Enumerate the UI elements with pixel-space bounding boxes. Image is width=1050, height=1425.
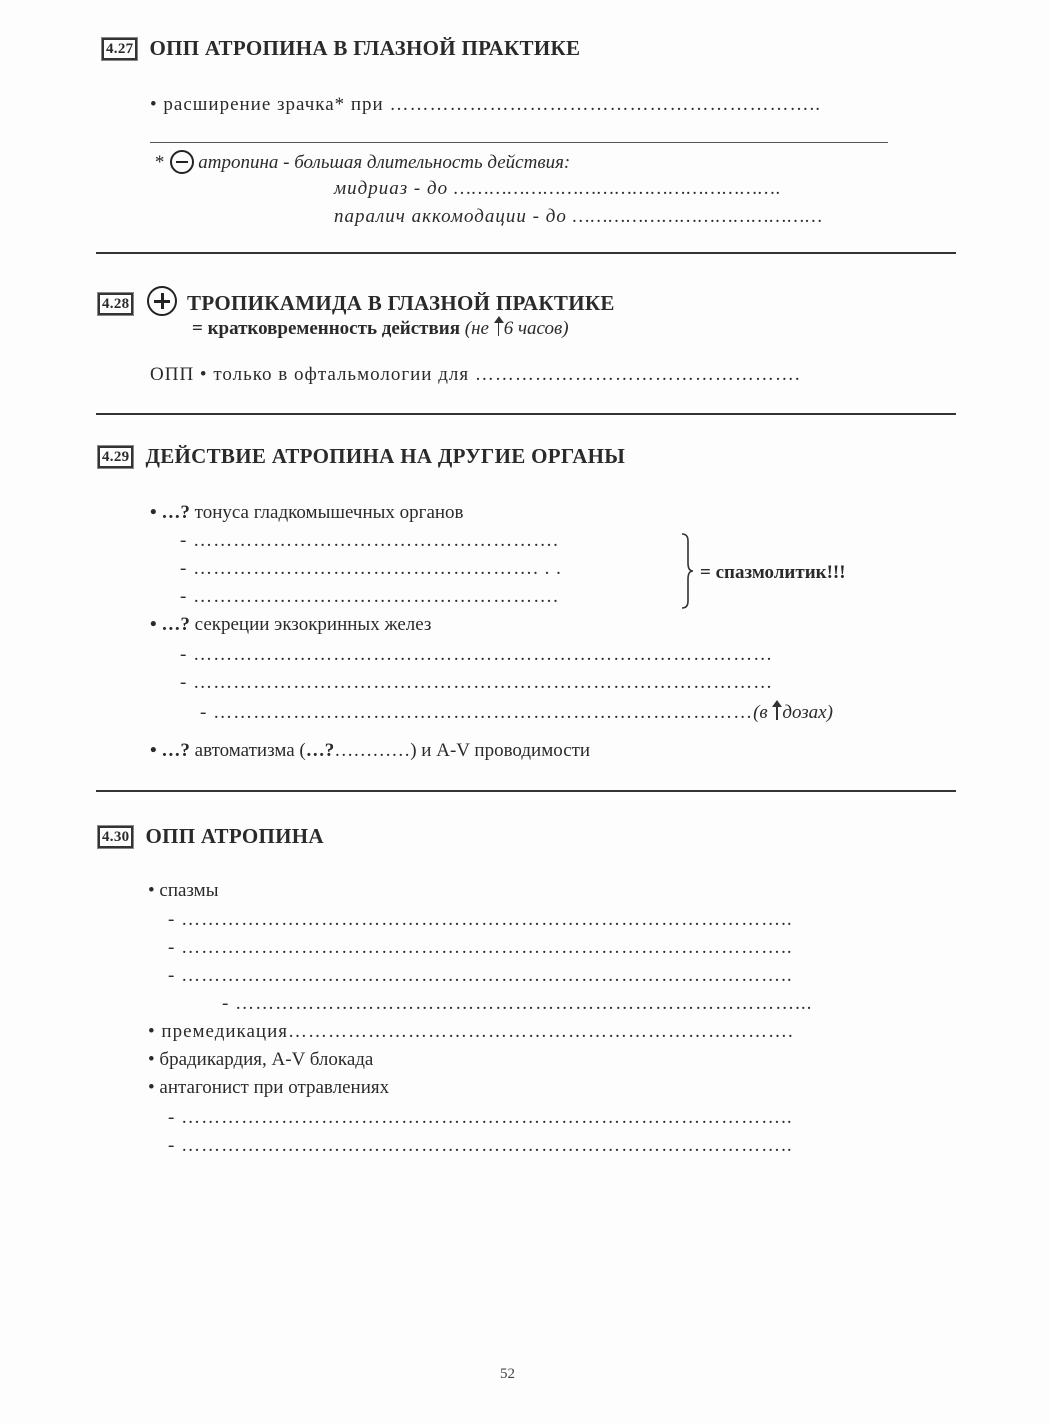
- subtitle-line: [192, 316, 569, 340]
- bullet-bold: • …?: [150, 614, 190, 635]
- blank-line: - ……………………………………………. . .: [180, 558, 562, 579]
- note-line: мидриаз - до ……………………………………………….: [334, 178, 782, 199]
- bullet-line: • антагонист при отравлениях: [148, 1077, 390, 1098]
- blank-line: - ………………………………………………………………………………..: [168, 937, 793, 958]
- bullet-bold: …?: [305, 740, 335, 761]
- blank-line: - ……………………………………………….: [180, 586, 559, 607]
- bullet-bold: • …?: [150, 502, 190, 523]
- bullet-line: • спазмы: [148, 880, 219, 901]
- section-number: 4.28: [98, 293, 133, 315]
- divider: [150, 142, 888, 143]
- blank-line: - ……………………………………………………………………………: [180, 644, 774, 665]
- bullet-line: [150, 502, 464, 524]
- footnote-star: *: [154, 152, 164, 173]
- text-line: ОПП • только в офтальмологии для ………………………………………….: [150, 364, 801, 385]
- blank-line: - ………………………………………………………………………………..: [168, 965, 793, 986]
- section-title: ТРОПИКАМИДА В ГЛАЗНОЙ ПРАКТИКЕ: [187, 291, 615, 315]
- section-4-28-heading: [98, 286, 615, 316]
- subtitle-bold: = кратковременность действия: [192, 318, 460, 339]
- section-number: 4.30: [98, 826, 133, 848]
- section-divider: [96, 790, 956, 792]
- blank-line: - ………………………………………………………………………………..: [168, 1135, 793, 1156]
- section-number: 4.27: [102, 38, 137, 60]
- note-line: [154, 150, 570, 174]
- section-title: ДЕЙСТВИЕ АТРОПИНА НА ДРУГИЕ ОРГАНЫ: [145, 444, 626, 468]
- bullet-line: • брадикардия, A-V блокада: [148, 1049, 374, 1070]
- section-4-29-heading: [98, 444, 625, 469]
- plus-circle-icon: [147, 286, 177, 316]
- bullet-text: …………) и A-V проводимости: [334, 740, 591, 761]
- section-title: ОПП АТРОПИНА В ГЛАЗНОЙ ПРАКТИКЕ: [149, 36, 581, 60]
- subtitle-italic: 6 часов): [503, 318, 569, 339]
- section-4-27-heading: [102, 36, 580, 61]
- bullet-bold: • …?: [150, 740, 190, 761]
- bullet-text: тонуса гладкомышечных органов: [189, 502, 464, 523]
- blank-line: - ……………………………………………………………………………: [180, 672, 774, 693]
- up-arrow-icon: [494, 316, 504, 336]
- blank-line: - ………………………………………………………………………………..: [168, 1107, 793, 1128]
- blank-line: [200, 700, 833, 724]
- section-divider: [96, 252, 956, 254]
- blank-line: - ………………………………………………………………………………..: [168, 909, 793, 930]
- subtitle-italic: (не: [464, 318, 489, 339]
- bullet-line: [150, 614, 431, 636]
- section-number: 4.29: [98, 446, 133, 468]
- section-divider: [96, 413, 956, 415]
- up-arrow-icon: [772, 700, 782, 720]
- page-number: 52: [500, 1366, 515, 1382]
- brace-icon: [680, 533, 694, 609]
- section-title: ОПП АТРОПИНА: [145, 824, 324, 848]
- tail-italic: (в: [753, 702, 768, 723]
- brace-label: = спазмолитик!!!: [700, 562, 846, 583]
- tail-italic: дозах): [782, 702, 833, 723]
- note-line: паралич аккомодации - до ……………………………………: [334, 206, 824, 227]
- minus-circle-icon: [170, 150, 194, 174]
- bullet-line: • премедикация………………………………………………………………….: [148, 1021, 794, 1042]
- blank-line: - …………………………………………………………………………...: [222, 993, 813, 1014]
- bullet-line: [150, 740, 590, 762]
- section-4-30-heading: [98, 824, 324, 849]
- note-text: атропина - большая длительность действия:: [198, 152, 571, 173]
- text-line: • расширение зрачка* при ………………………………………………………..: [150, 94, 821, 115]
- bullet-text: автоматизма (: [189, 740, 306, 761]
- blank-dots: - ………………………………………………………………………: [200, 702, 754, 723]
- bullet-text: секреции экзокринных желез: [189, 614, 432, 635]
- blank-line: - ……………………………………………….: [180, 530, 559, 551]
